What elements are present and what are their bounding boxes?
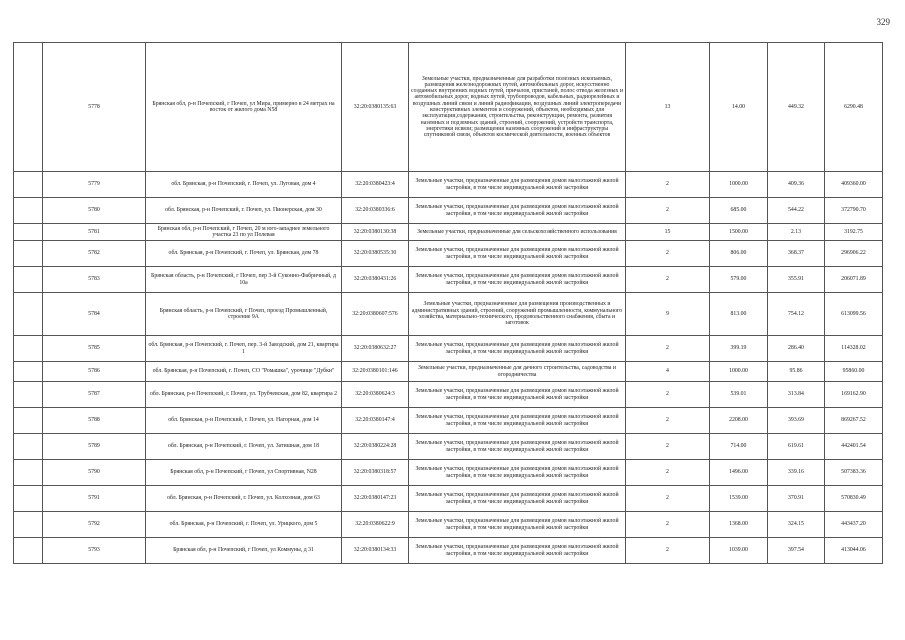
- cadastral-number: 32:20:0380147:23: [342, 486, 409, 512]
- page-number: 329: [876, 17, 890, 27]
- cadastral-number: 32:20:0380147:4: [342, 408, 409, 434]
- area-value: 813.00: [710, 293, 768, 336]
- area-value: 806.00: [710, 241, 768, 267]
- blank-cell: [14, 434, 43, 460]
- row-number: 5779: [43, 172, 146, 198]
- address-cell: обл. Брянская, р-н Почепский, г. Почеп, ул. Нагорная, дом 14: [146, 408, 342, 434]
- cadastral-cost: 95860.00: [825, 362, 883, 382]
- address-cell: обл. Брянская, р-н Почепский, г. Почеп, ул. Пионерская, дом 30: [146, 198, 342, 224]
- use-group: 2: [626, 538, 710, 564]
- specific-value: 324.15: [768, 512, 825, 538]
- cadastral-cost: 507383.36: [825, 460, 883, 486]
- table-row: [14, 267, 883, 293]
- cadastral-number: 32:20:0380624:3: [342, 382, 409, 408]
- address-cell: обл. Брянская, р-н Почепский, г. Почеп, ул. Затишная, дом 18: [146, 434, 342, 460]
- table-row: [14, 460, 883, 486]
- table-row: [14, 434, 883, 460]
- table-row: [14, 336, 883, 362]
- blank-cell: [14, 486, 43, 512]
- use-group: 2: [626, 172, 710, 198]
- use-group: 2: [626, 434, 710, 460]
- use-group: 2: [626, 336, 710, 362]
- row-number: 5780: [43, 198, 146, 224]
- blank-cell: [14, 538, 43, 564]
- specific-value: 370.91: [768, 486, 825, 512]
- specific-value: 544.22: [768, 198, 825, 224]
- specific-value: 313.84: [768, 382, 825, 408]
- specific-value: 754.12: [768, 293, 825, 336]
- use-group: 2: [626, 460, 710, 486]
- land-use-description: Земельные участки, предназначенные для размещения домов малоэтажной жилой застройки, в том числе индивидуальной жилой застройки: [409, 382, 626, 408]
- blank-cell: [14, 362, 43, 382]
- address-cell: обл. Брянская, р-н Почепский, г. Почеп, ул. Брянская, дом 78: [146, 241, 342, 267]
- cadastral-number: 32:20:0380101:146: [342, 362, 409, 382]
- cadastral-number: 32:20:0380318:57: [342, 460, 409, 486]
- specific-value: 449.32: [768, 43, 825, 172]
- area-value: 1039.00: [710, 538, 768, 564]
- table-row: [14, 43, 883, 172]
- use-group: 4: [626, 362, 710, 382]
- address-cell: Брянская обл, р-н Почепский, г Почеп, ул Коммуны, д 31: [146, 538, 342, 564]
- address-cell: обл. Брянская, р-н Почепский, г. Почеп, ул. Колхозная, дом 63: [146, 486, 342, 512]
- blank-cell: [14, 224, 43, 241]
- cadastral-number: 32:20:0380135:63: [342, 43, 409, 172]
- row-number: 5778: [43, 43, 146, 172]
- cadastral-number: 32:20:0380130:38: [342, 224, 409, 241]
- area-value: 2208.00: [710, 408, 768, 434]
- cadastral-cost: 206071.89: [825, 267, 883, 293]
- use-group: 2: [626, 198, 710, 224]
- specific-value: 619.61: [768, 434, 825, 460]
- area-value: 14.00: [710, 43, 768, 172]
- blank-cell: [14, 241, 43, 267]
- address-cell: Брянская область, р-н Почепский, г Почеп, пер 3-й Суконно-Фабричный, д 10а: [146, 267, 342, 293]
- area-value: 714.00: [710, 434, 768, 460]
- land-use-description: Земельные участки, предназначенные для размещения домов малоэтажной жилой застройки, в том числе индивидуальной жилой застройки: [409, 512, 626, 538]
- cadastral-cost: 114328.02: [825, 336, 883, 362]
- area-value: 1000.00: [710, 172, 768, 198]
- specific-value: 355.91: [768, 267, 825, 293]
- table-row: [14, 512, 883, 538]
- row-number: 5791: [43, 486, 146, 512]
- address-cell: обл. Брянская, р-н Почепский, г. Почеп, ул. Трубчевская, дом 82, квартира 2: [146, 382, 342, 408]
- land-use-description: Земельные участки, предназначенные для размещения домов малоэтажной жилой застройки, в том числе индивидуальной жилой застройки: [409, 538, 626, 564]
- row-number: 5785: [43, 336, 146, 362]
- cadastral-cost: 443437.20: [825, 512, 883, 538]
- cadastral-number: 32:20:0380431:26: [342, 267, 409, 293]
- area-value: 1496.00: [710, 460, 768, 486]
- blank-cell: [14, 512, 43, 538]
- use-group: 13: [626, 43, 710, 172]
- row-number: 5793: [43, 538, 146, 564]
- use-group: 9: [626, 293, 710, 336]
- use-group: 2: [626, 267, 710, 293]
- area-value: 399.19: [710, 336, 768, 362]
- blank-cell: [14, 293, 43, 336]
- table-row: [14, 538, 883, 564]
- address-cell: обл. Брянская, р-н Почепский, г. Почеп, СО "Ромашка", урочище "Дубки": [146, 362, 342, 382]
- blank-cell: [14, 43, 43, 172]
- address-cell: обл. Брянская, р-н Почепский, г. Почеп, ул. Луговая, дом 4: [146, 172, 342, 198]
- row-number: 5786: [43, 362, 146, 382]
- address-cell: обл. Брянская, р-н Почепский, г. Почеп, ул. Урицкого, дом 5: [146, 512, 342, 538]
- blank-cell: [14, 172, 43, 198]
- specific-value: 95.86: [768, 362, 825, 382]
- row-number: 5792: [43, 512, 146, 538]
- specific-value: 286.40: [768, 336, 825, 362]
- land-use-description: Земельные участки, предназначенные для размещения домов малоэтажной жилой застройки, в том числе индивидуальной жилой застройки: [409, 198, 626, 224]
- cadastral-number: 32:20:0380224:28: [342, 434, 409, 460]
- address-cell: Брянская обл, р-н Почепский, г Почеп, 20 м юго-западнее земельного участка 23 по ул Полевая: [146, 224, 342, 241]
- specific-value: 2.13: [768, 224, 825, 241]
- cadastral-number: 32:20:0380622:9: [342, 512, 409, 538]
- cadastral-cost: 442401.54: [825, 434, 883, 460]
- land-use-description: Земельные участки, предназначенные для размещения домов малоэтажной жилой застройки, в том числе индивидуальной жилой застройки: [409, 172, 626, 198]
- land-use-description: Земельные участки, предназначенные для размещения домов малоэтажной жилой застройки, в том числе индивидуальной жилой застройки: [409, 434, 626, 460]
- table-row: [14, 241, 883, 267]
- table-row: [14, 362, 883, 382]
- cadastral-cost: 372790.70: [825, 198, 883, 224]
- land-use-description: Земельные участки, предназначенные для размещения домов малоэтажной жилой застройки, в том числе индивидуальной жилой застройки: [409, 267, 626, 293]
- row-number: 5787: [43, 382, 146, 408]
- cadastral-number: 32:20:0380607:576: [342, 293, 409, 336]
- use-group: 2: [626, 382, 710, 408]
- land-use-description: Земельные участки, предназначенные для размещения домов малоэтажной жилой застройки, в том числе индивидуальной жилой застройки: [409, 460, 626, 486]
- use-group: 2: [626, 408, 710, 434]
- row-number: 5784: [43, 293, 146, 336]
- use-group: 15: [626, 224, 710, 241]
- area-value: 685.00: [710, 198, 768, 224]
- table-row: [14, 224, 883, 241]
- row-number: 5781: [43, 224, 146, 241]
- blank-cell: [14, 408, 43, 434]
- use-group: 2: [626, 241, 710, 267]
- area-value: 579.00: [710, 267, 768, 293]
- area-value: 1000.00: [710, 362, 768, 382]
- table-row: [14, 172, 883, 198]
- area-value: 1368.00: [710, 512, 768, 538]
- area-value: 1539.00: [710, 486, 768, 512]
- specific-value: 368.37: [768, 241, 825, 267]
- blank-cell: [14, 460, 43, 486]
- use-group: 2: [626, 512, 710, 538]
- table-row: [14, 486, 883, 512]
- land-use-description: Земельные участки, предназначенные для размещения домов малоэтажной жилой застройки, в том числе индивидуальной жилой застройки: [409, 486, 626, 512]
- land-use-description: Земельные участки, предназначенные для сельскохозяйственного использования: [409, 224, 626, 241]
- blank-cell: [14, 382, 43, 408]
- table-row: [14, 293, 883, 336]
- cadastral-cost: 869267.52: [825, 408, 883, 434]
- land-use-description: Земельные участки, предназначенные для размещения производственных и административных зданий, строений, сооружений промышленности, коммунального хозяйства, материально-технического, продовольственного снабжения, сбыта и заготовок: [409, 293, 626, 336]
- cadastral-number: 32:20:0380336:6: [342, 198, 409, 224]
- land-use-description: Земельные участки, предназначенные для размещения домов малоэтажной жилой застройки, в том числе индивидуальной жилой застройки: [409, 241, 626, 267]
- address-cell: обл. Брянская, р-н Почепский, г. Почеп, пер. 3-й Заводский, дом 21, квартира 1: [146, 336, 342, 362]
- land-use-description: Земельные участки, предназначенные для размещения домов малоэтажной жилой застройки, в том числе индивидуальной жилой застройки: [409, 408, 626, 434]
- table-row: [14, 382, 883, 408]
- cadastral-cost: 3192.75: [825, 224, 883, 241]
- specific-value: 339.16: [768, 460, 825, 486]
- row-number: 5790: [43, 460, 146, 486]
- row-number: 5783: [43, 267, 146, 293]
- table-row: [14, 408, 883, 434]
- land-use-description: Земельные участки, предназначенные для размещения домов малоэтажной жилой застройки, в том числе индивидуальной жилой застройки: [409, 336, 626, 362]
- use-group: 2: [626, 486, 710, 512]
- cadastral-number: 32:20:0380423:4: [342, 172, 409, 198]
- row-number: 5789: [43, 434, 146, 460]
- specific-value: 397.54: [768, 538, 825, 564]
- address-cell: Брянская обл, р-н Почепский, г Почеп, ул Мира, примерно в 24 метрах на восток от жилого дома N58: [146, 43, 342, 172]
- cadastral-cost: 169162.90: [825, 382, 883, 408]
- cadastral-cost: 6290.48: [825, 43, 883, 172]
- cadastral-cost: 296906.22: [825, 241, 883, 267]
- area-value: 1500.00: [710, 224, 768, 241]
- address-cell: Брянская область, р-н Почепский, г Почеп, проезд Промышленный, строение 9А: [146, 293, 342, 336]
- cadastral-cost: 613099.56: [825, 293, 883, 336]
- cadastral-cost: 413044.06: [825, 538, 883, 564]
- cadastral-cost: 570830.49: [825, 486, 883, 512]
- land-use-description: Земельные участки, предназначенные для дачного строительства, садоводства и огородничества: [409, 362, 626, 382]
- land-use-description: Земельные участки, предназначенные для разработки полезных ископаемых, размещения железнодорожных путей, автомобильных дорог, искусственно созданных внутренних водных путей, причалов, пристаней, полос отвода железных и автомобильных дорог, водных путей, трубопроводов, кабельных, радиорелейных и воздушных линий связи и линий радиофикации, воздушных линий электропередачи конструктивных элементов и сооружений, объектов, необходимых для эксплуатации,содержания, строительства, реконструкции, ремонта, развития наземных и подземных зданий, строений, сооружений, устройств транспорта, энергетики исвязи; размещения наземных сооружений и инфраструктуры спутниковой связи, объектов космической деятельности, военных объектов: [409, 43, 626, 172]
- address-cell: Брянская обл, р-н Почепский, г Почеп, ул Спортивная, N28: [146, 460, 342, 486]
- area-value: 539.01: [710, 382, 768, 408]
- land-plots-table: [13, 42, 883, 564]
- cadastral-cost: 409360.00: [825, 172, 883, 198]
- cadastral-number: 32:20:0380134:33: [342, 538, 409, 564]
- blank-cell: [14, 336, 43, 362]
- specific-value: 409.36: [768, 172, 825, 198]
- blank-cell: [14, 267, 43, 293]
- row-number: 5788: [43, 408, 146, 434]
- blank-cell: [14, 198, 43, 224]
- cadastral-number: 32:20:0380535:30: [342, 241, 409, 267]
- table-body: [14, 43, 883, 564]
- cadastral-number: 32:20:0380632:27: [342, 336, 409, 362]
- specific-value: 393.69: [768, 408, 825, 434]
- row-number: 5782: [43, 241, 146, 267]
- table-row: [14, 198, 883, 224]
